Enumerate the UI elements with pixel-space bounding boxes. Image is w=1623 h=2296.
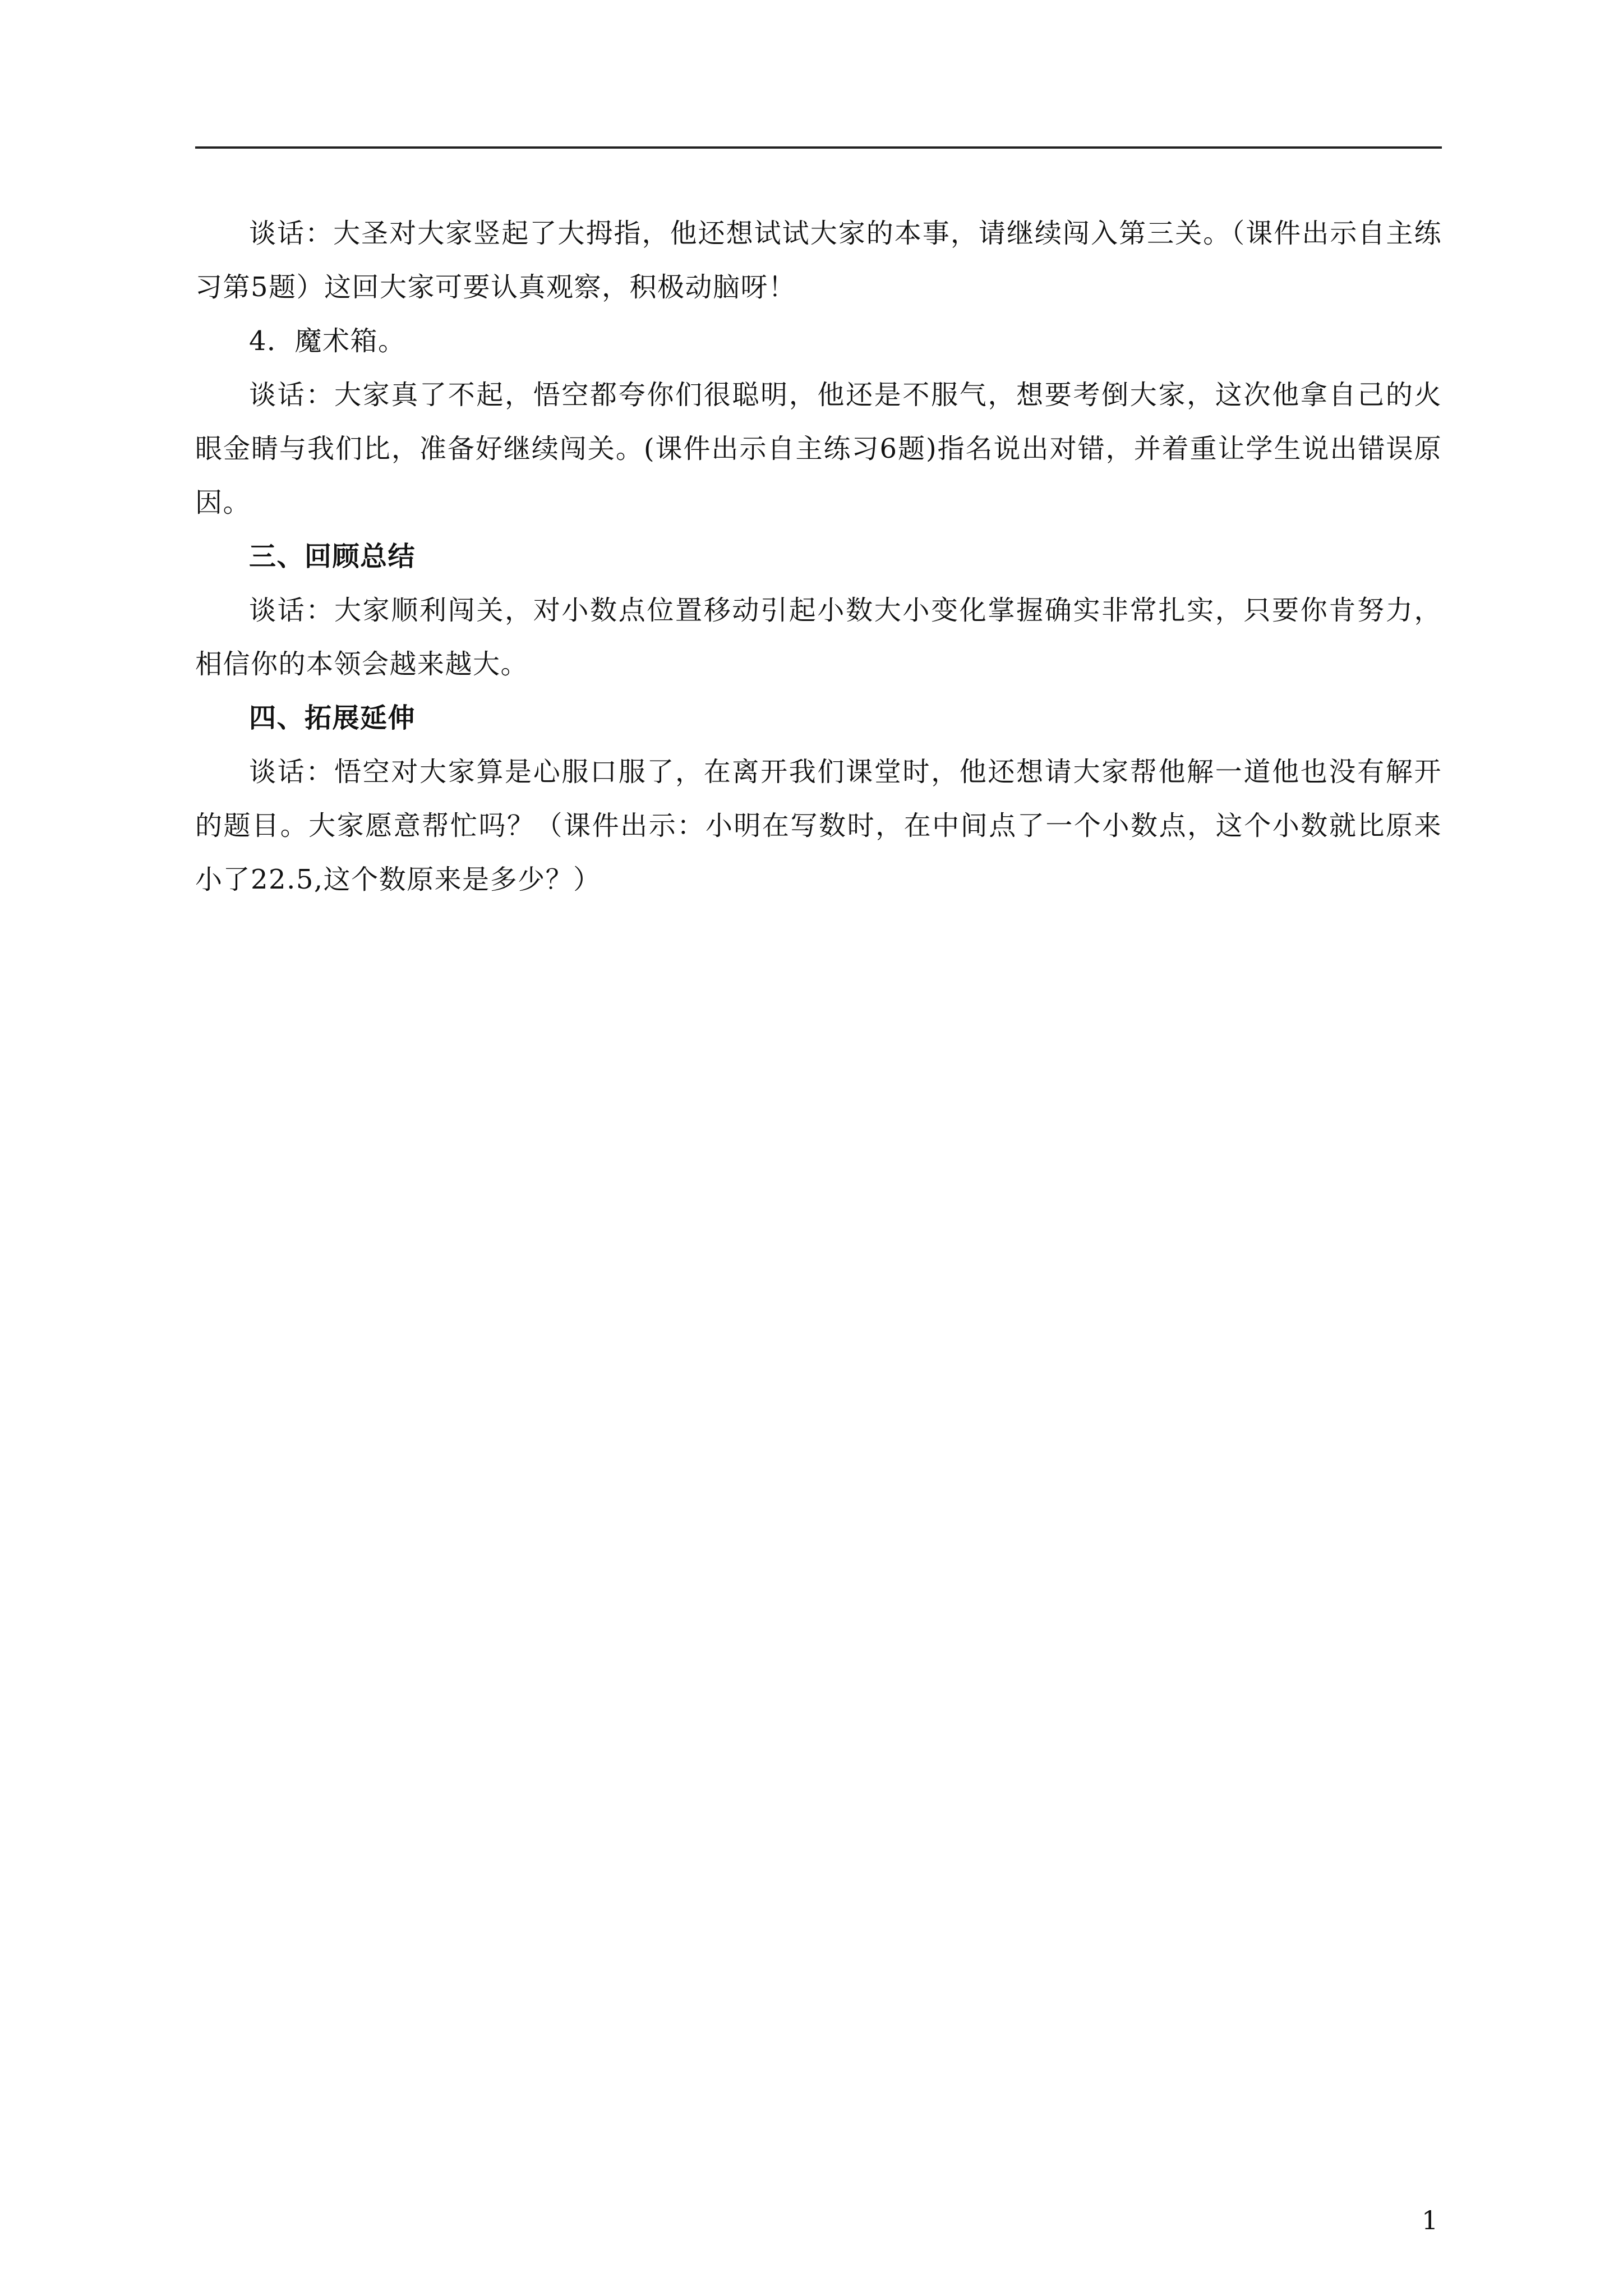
paragraph-review: 谈话：大家顺利闯关，对小数点位置移动引起小数大小变化掌握确实非常扎实，只要你肯努力，相信你的本领会越来越大。: [195, 595, 1442, 680]
heading-extension: 四、拓展延伸: [249, 702, 416, 734]
document-body: [195, 206, 1442, 907]
paragraph-magic-box: 4．魔术箱。: [249, 325, 406, 357]
page-number: 1: [1422, 2205, 1438, 2235]
paragraph-fire-eyes: 谈话：大家真了不起，悟空都夸你们很聪明，他还是不服气，想要考倒大家，这次他拿自己的火眼金睛与我们比，准备好继续闯关。(课件出示自主练习6题)指名说出对错，并着重让学生说出错误原因。: [195, 379, 1442, 518]
paragraph-extension-problem: 谈话：悟空对大家算是心服口服了，在离开我们课堂时，他还想请大家帮他解一道他也没有解开的题目。大家愿意帮忙吗？（课件出示：小明在写数时，在中间点了一个小数点，这个小数就比原来小了22.5,这个数原来是多少？）: [195, 756, 1442, 895]
header-rule: [195, 146, 1442, 149]
heading-review-summary: 三、回顾总结: [249, 541, 416, 572]
paragraph-third-level-intro: 谈话：大圣对大家竖起了大拇指，他还想试试大家的本事，请继续闯入第三关。（课件出示自主练习第5题）这回大家可要认真观察，积极动脑呀！: [195, 218, 1442, 303]
